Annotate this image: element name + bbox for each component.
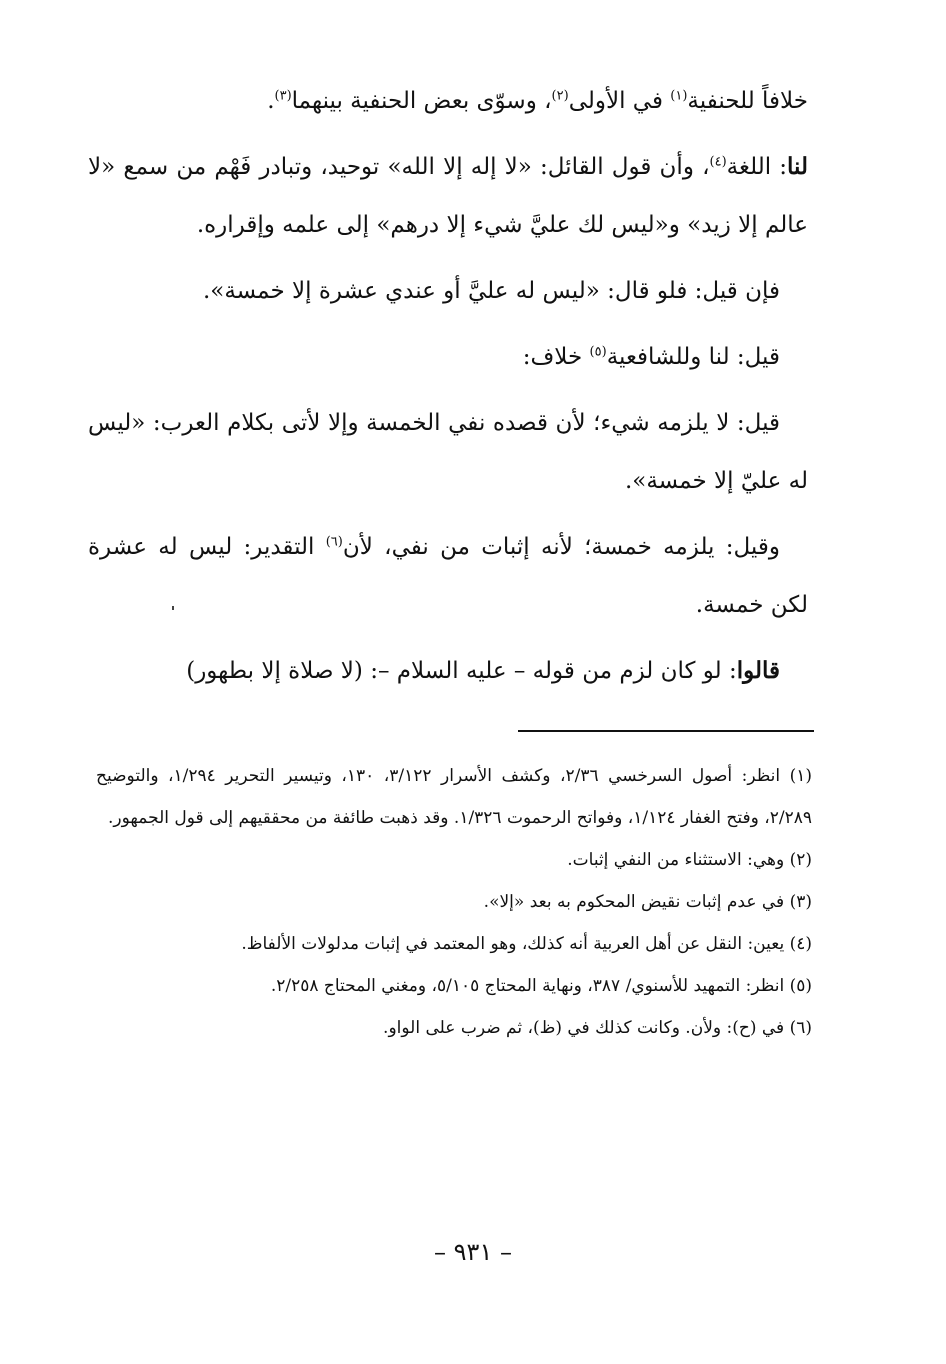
footnote-ref-4[interactable]: (٤) xyxy=(709,154,727,170)
footnotes xyxy=(96,755,812,1049)
text-span: التقدير: ليس له عشرة لكن خمسة. xyxy=(88,534,808,618)
footnote-number: (٥) xyxy=(789,976,812,996)
text-span: ، وسوّى بعض الحنفية بينهما xyxy=(291,88,552,114)
paragraph-2 xyxy=(88,138,808,254)
text-span: قيل: لنا وللشافعية xyxy=(606,344,780,370)
footnote-ref-5[interactable]: (٥) xyxy=(589,344,607,360)
paragraph-1 xyxy=(88,72,808,130)
footnote-ref-6[interactable]: (٦) xyxy=(325,534,343,550)
lead-word: لنا xyxy=(787,153,808,180)
paragraph-7 xyxy=(88,642,808,700)
text-span: ، وأن قول القائل: «لا إله إلا الله» توحيد، وتبادر فَهْم من سمع «لا عالم إلا زيد» و«ليس لك عليَّ شيء إلا درهم» إلى علمه وإقراره. xyxy=(88,154,808,238)
footnote-text: في عدم إثبات نقيض المحكوم به بعد «إلا». xyxy=(483,892,785,912)
footnote-4 xyxy=(96,923,812,965)
footnote-number: (٢) xyxy=(789,850,812,870)
text-span: : لو كان لزم من قوله – عليه السلام –: (لا صلاة إلا بطهور) xyxy=(186,658,737,684)
main-text xyxy=(88,72,808,700)
text-span: وقيل: يلزمه خمسة؛ لأنه إثبات من نفي، لأن xyxy=(342,534,780,560)
footnote-text: وهي: الاستثناء من النفي إثبات. xyxy=(567,850,785,870)
text-span: . xyxy=(267,88,275,114)
footnote-number: (١) xyxy=(789,766,812,786)
footnote-number: (٦) xyxy=(789,1018,812,1038)
text-span: خلافاً للحنفية xyxy=(687,88,808,114)
footnote-text: يعين: النقل عن أهل العربية أنه كذلك، وهو المعتمد في إثبات مدلولات الألفاظ. xyxy=(241,934,785,954)
paragraph-6 xyxy=(88,518,808,634)
footnote-2 xyxy=(96,839,812,881)
footnote-ref-3[interactable]: (٣) xyxy=(274,88,292,104)
page-number: – ٩٣١ – xyxy=(434,1238,512,1266)
text-span: خلاف: xyxy=(522,344,590,370)
footnote-number: (٤) xyxy=(789,934,812,954)
speck-mark xyxy=(172,606,174,610)
footnote-ref-1[interactable]: (١) xyxy=(670,88,688,104)
footnote-text: انظر: التمهيد للأسنوي/ ٣٨٧، ونهاية المحتاج ٥/١٠٥، ومغني المحتاج ٢/٢٥٨. xyxy=(270,976,785,996)
paragraph-4 xyxy=(88,328,808,386)
footnote-text: في (ح): ولأن. وكانت كذلك في (ظ)، ثم ضرب على الواو. xyxy=(383,1018,785,1038)
paragraph-3: فإن قيل: فلو قال: «ليس له عليَّ أو عندي عشرة إلا خمسة». xyxy=(202,278,780,304)
lead-word: قالوا xyxy=(736,657,780,684)
footnote-3 xyxy=(96,881,812,923)
footnote-6 xyxy=(96,1007,812,1049)
footnote-separator xyxy=(518,730,814,732)
footnote-1 xyxy=(96,755,812,839)
text-span: : اللغة xyxy=(726,154,788,180)
footnote-5 xyxy=(96,965,812,1007)
footnote-number: (٣) xyxy=(789,892,812,912)
footnote-ref-2[interactable]: (٢) xyxy=(551,88,569,104)
footnote-text: انظر: أصول السرخسي ٢/٣٦، وكشف الأسرار ٣/١٢٢، ١٣٠، وتيسير التحرير ١/٢٩٤، والتوضيح ٢/٢٨٩، وفتح الغفار ١/١٢٤، وفواتح الرحموت ١/٣٢٦. وقد ذهبت طائفة من محققيهم إلى قول الجمهور. xyxy=(96,766,812,828)
text-span: في الأولى xyxy=(568,88,671,114)
paragraph-5: قيل: لا يلزمه شيء؛ لأن قصده نفي الخمسة وإلا لأتى بكلام العرب: «ليس له عليّ إلا خمسة». xyxy=(88,410,808,494)
